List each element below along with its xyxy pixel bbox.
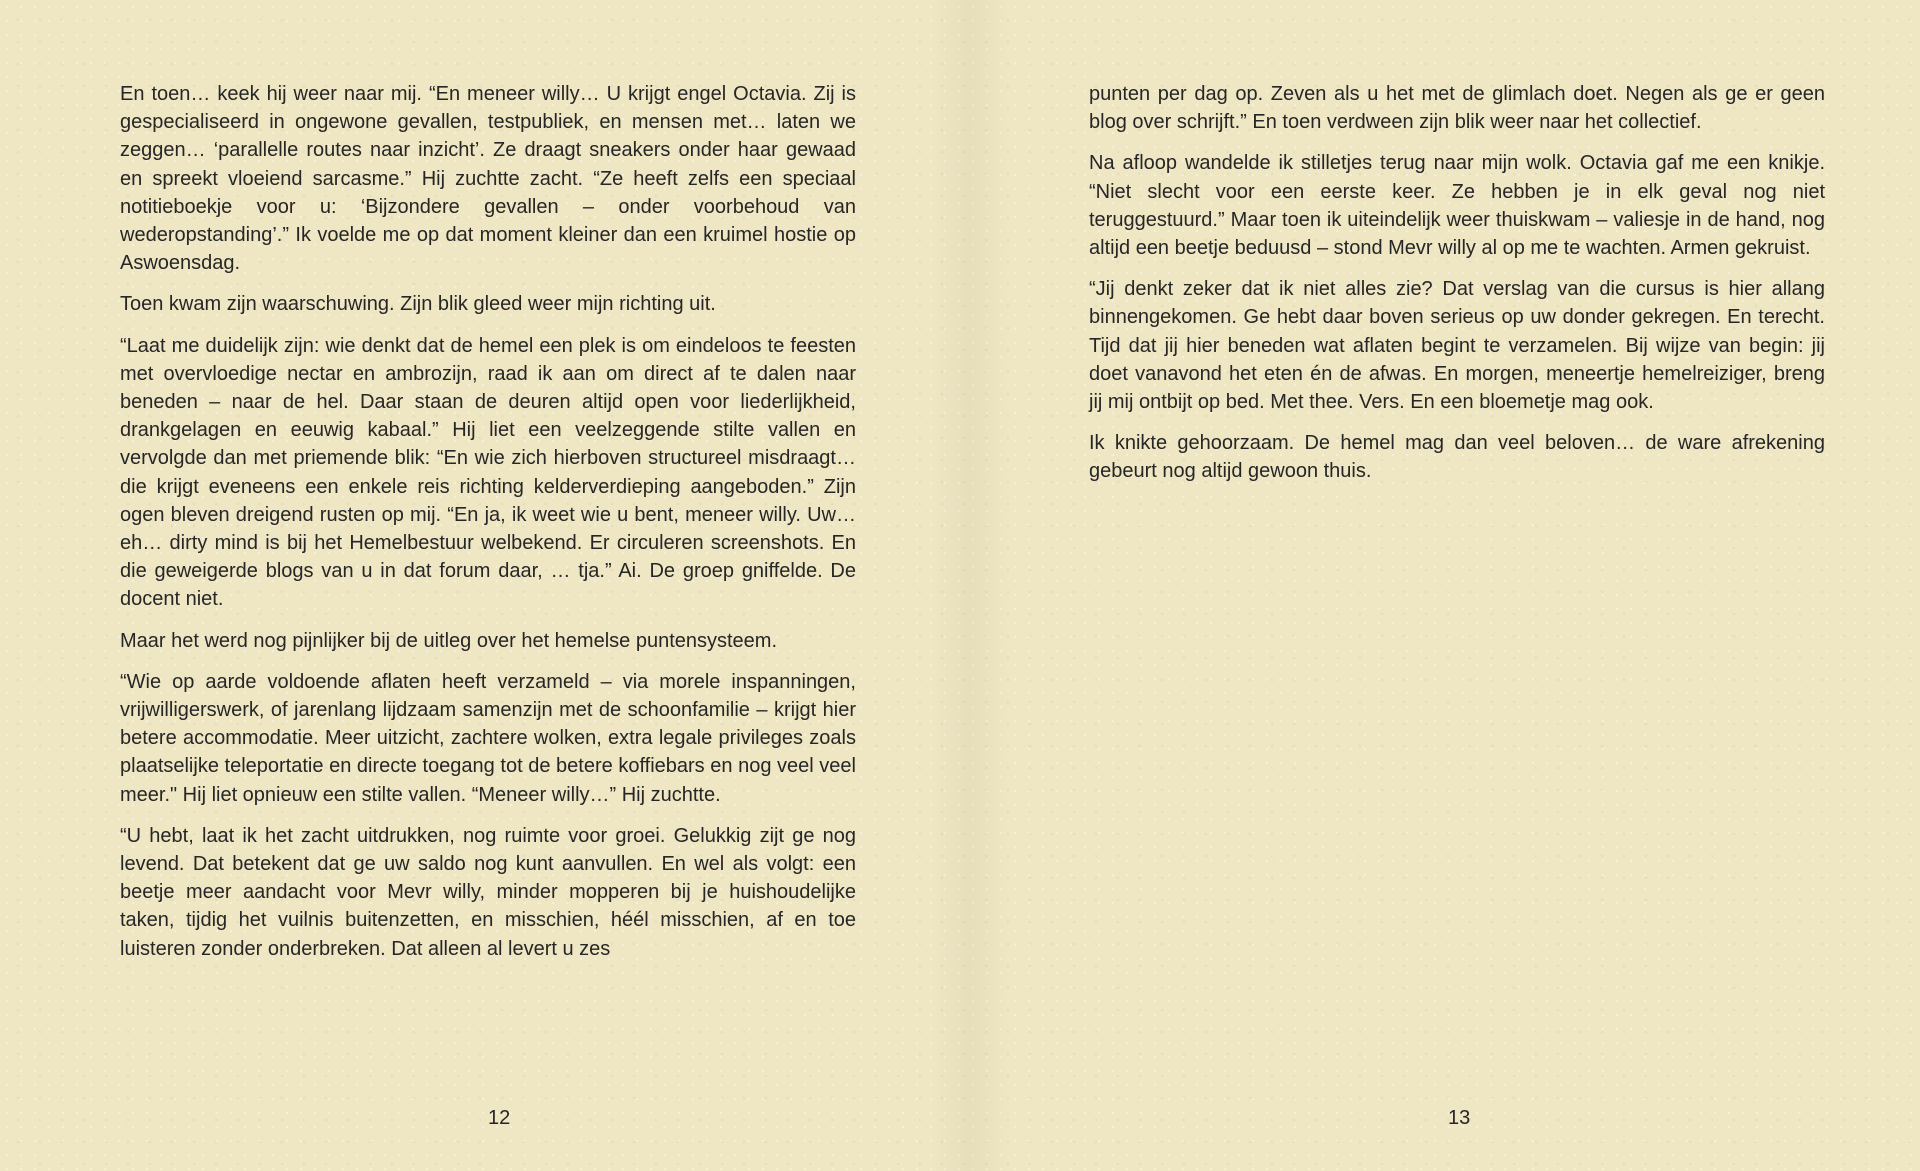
paragraph: punten per dag op. Zeven als u het met de glimlach doet. Negen als ge er geen blog over schrijft.” En toen verdween zijn blik weer naar het collectief. [1089,83,1825,134]
paragraph: Toen kwam zijn waarschuwing. Zijn blik gleed weer mijn richting uit. [120,293,716,316]
page-number: 12 [488,1107,511,1129]
paragraph: En toen… keek hij weer naar mij. “En meneer willy… U krijgt engel Octavia. Zij is gespecialiseerd in ongewone gevallen, testpubliek, en mensen met… laten we zeggen… ‘parallelle routes naar inzicht’. Ze draagt sneakers onder haar gewaad en spreekt vloeiend sarcasme.” Hij zuchtte zacht. “Ze heeft zelfs een speciaal notitieboekje voor u: ‘Bijzondere gevallen – onder voorbehoud van wederopstanding’.” Ik voelde me op dat moment kleiner dan een kruimel hostie op Aswoensdag. [120,83,856,275]
paragraph: Ik knikte gehoorzaam. De hemel mag dan veel beloven… de ware afrekening gebeurt nog altijd gewoon thuis. [1089,432,1825,483]
paragraph: “U hebt, laat ik het zacht uitdrukken, nog ruimte voor groei. Gelukkig zijt ge nog levend. Dat betekent dat ge uw saldo nog kunt aanvullen. En wel als volgt: een beetje meer aandacht voor Mevr willy, minder mopperen bij je huishoudelijke taken, tijdig het vuilnis buitenzetten, en misschien, héél misschien, af en toe luisteren zonder onderbreken. Dat alleen al levert u zes [120,824,856,960]
right-page [969,0,1920,1171]
paragraph: “Laat me duidelijk zijn: wie denkt dat de hemel een plek is om eindeloos te feesten met overvloedige nectar en ambrozijn, raad ik aan om direct af te dalen naar beneden – naar de hel. Daar staan de deuren altijd open voor liederlijkheid, drankgelagen en eeuwig kabaal.” Hij liet een veelzeggende stilte vallen en vervolgde dan met priemende blik: “En wie zich hierboven structureel misdraagt… die krijgt eveneens een enkele reis richting kelderverdieping aangeboden.” Zijn ogen bleven dreigend rusten op mij. “En ja, ik weet wie u bent, meneer willy. Uw… eh… dirty mind is bij het Hemelbestuur welbekend. Er circuleren screenshots. En die geweigerde blogs van u in dat forum daar, … tja.” Ai. De groep gniffelde. De docent niet. [120,334,856,611]
right-page-text [1089,80,1825,499]
left-page-text [120,80,856,976]
paragraph: “Wie op aarde voldoende aflaten heeft verzameld – via morele inspanningen, vrijwilligerswerk, of jarenlang lijdzaam samenzijn met de schoonfamilie – krijgt hier betere accommodatie. Meer uitzicht, zachtere wolken, extra legale privileges zoals plaatselijke teleportatie en directe toegang tot de betere koffiebars en nog veel veel meer." Hij liet opnieuw een stilte vallen. “Meneer willy…” Hij zuchtte. [120,670,856,806]
paragraph: “Jij denkt zeker dat ik niet alles zie? Dat verslag van die cursus is hier allang binnengekomen. Ge hebt daar boven serieus op uw donder gekregen. En terecht. Tijd dat jij hier beneden wat aflaten begint te verzamelen. Bij wijze van begin: jij doet vanavond het eten én de afwas. En morgen, meneertje hemelreiziger, breng jij mij ontbijt op bed. Met thee. Vers. En een bloemetje mag ook. [1089,278,1825,414]
paragraph: Maar het werd nog pijnlijker bij de uitleg over het hemelse puntensysteem. [120,629,778,652]
page-number: 13 [1448,1107,1471,1129]
paragraph: Na afloop wandelde ik stilletjes terug naar mijn wolk. Octavia gaf me een knikje. “Niet slecht voor een eerste keer. Ze hebben je in elk geval nog niet teruggestuurd.” Maar toen ik uiteindelijk weer thuiskwam – valiesje in de hand, nog altijd een beetje beduusd – stond Mevr willy al op me te wachten. Armen gekruist. [1089,152,1825,260]
